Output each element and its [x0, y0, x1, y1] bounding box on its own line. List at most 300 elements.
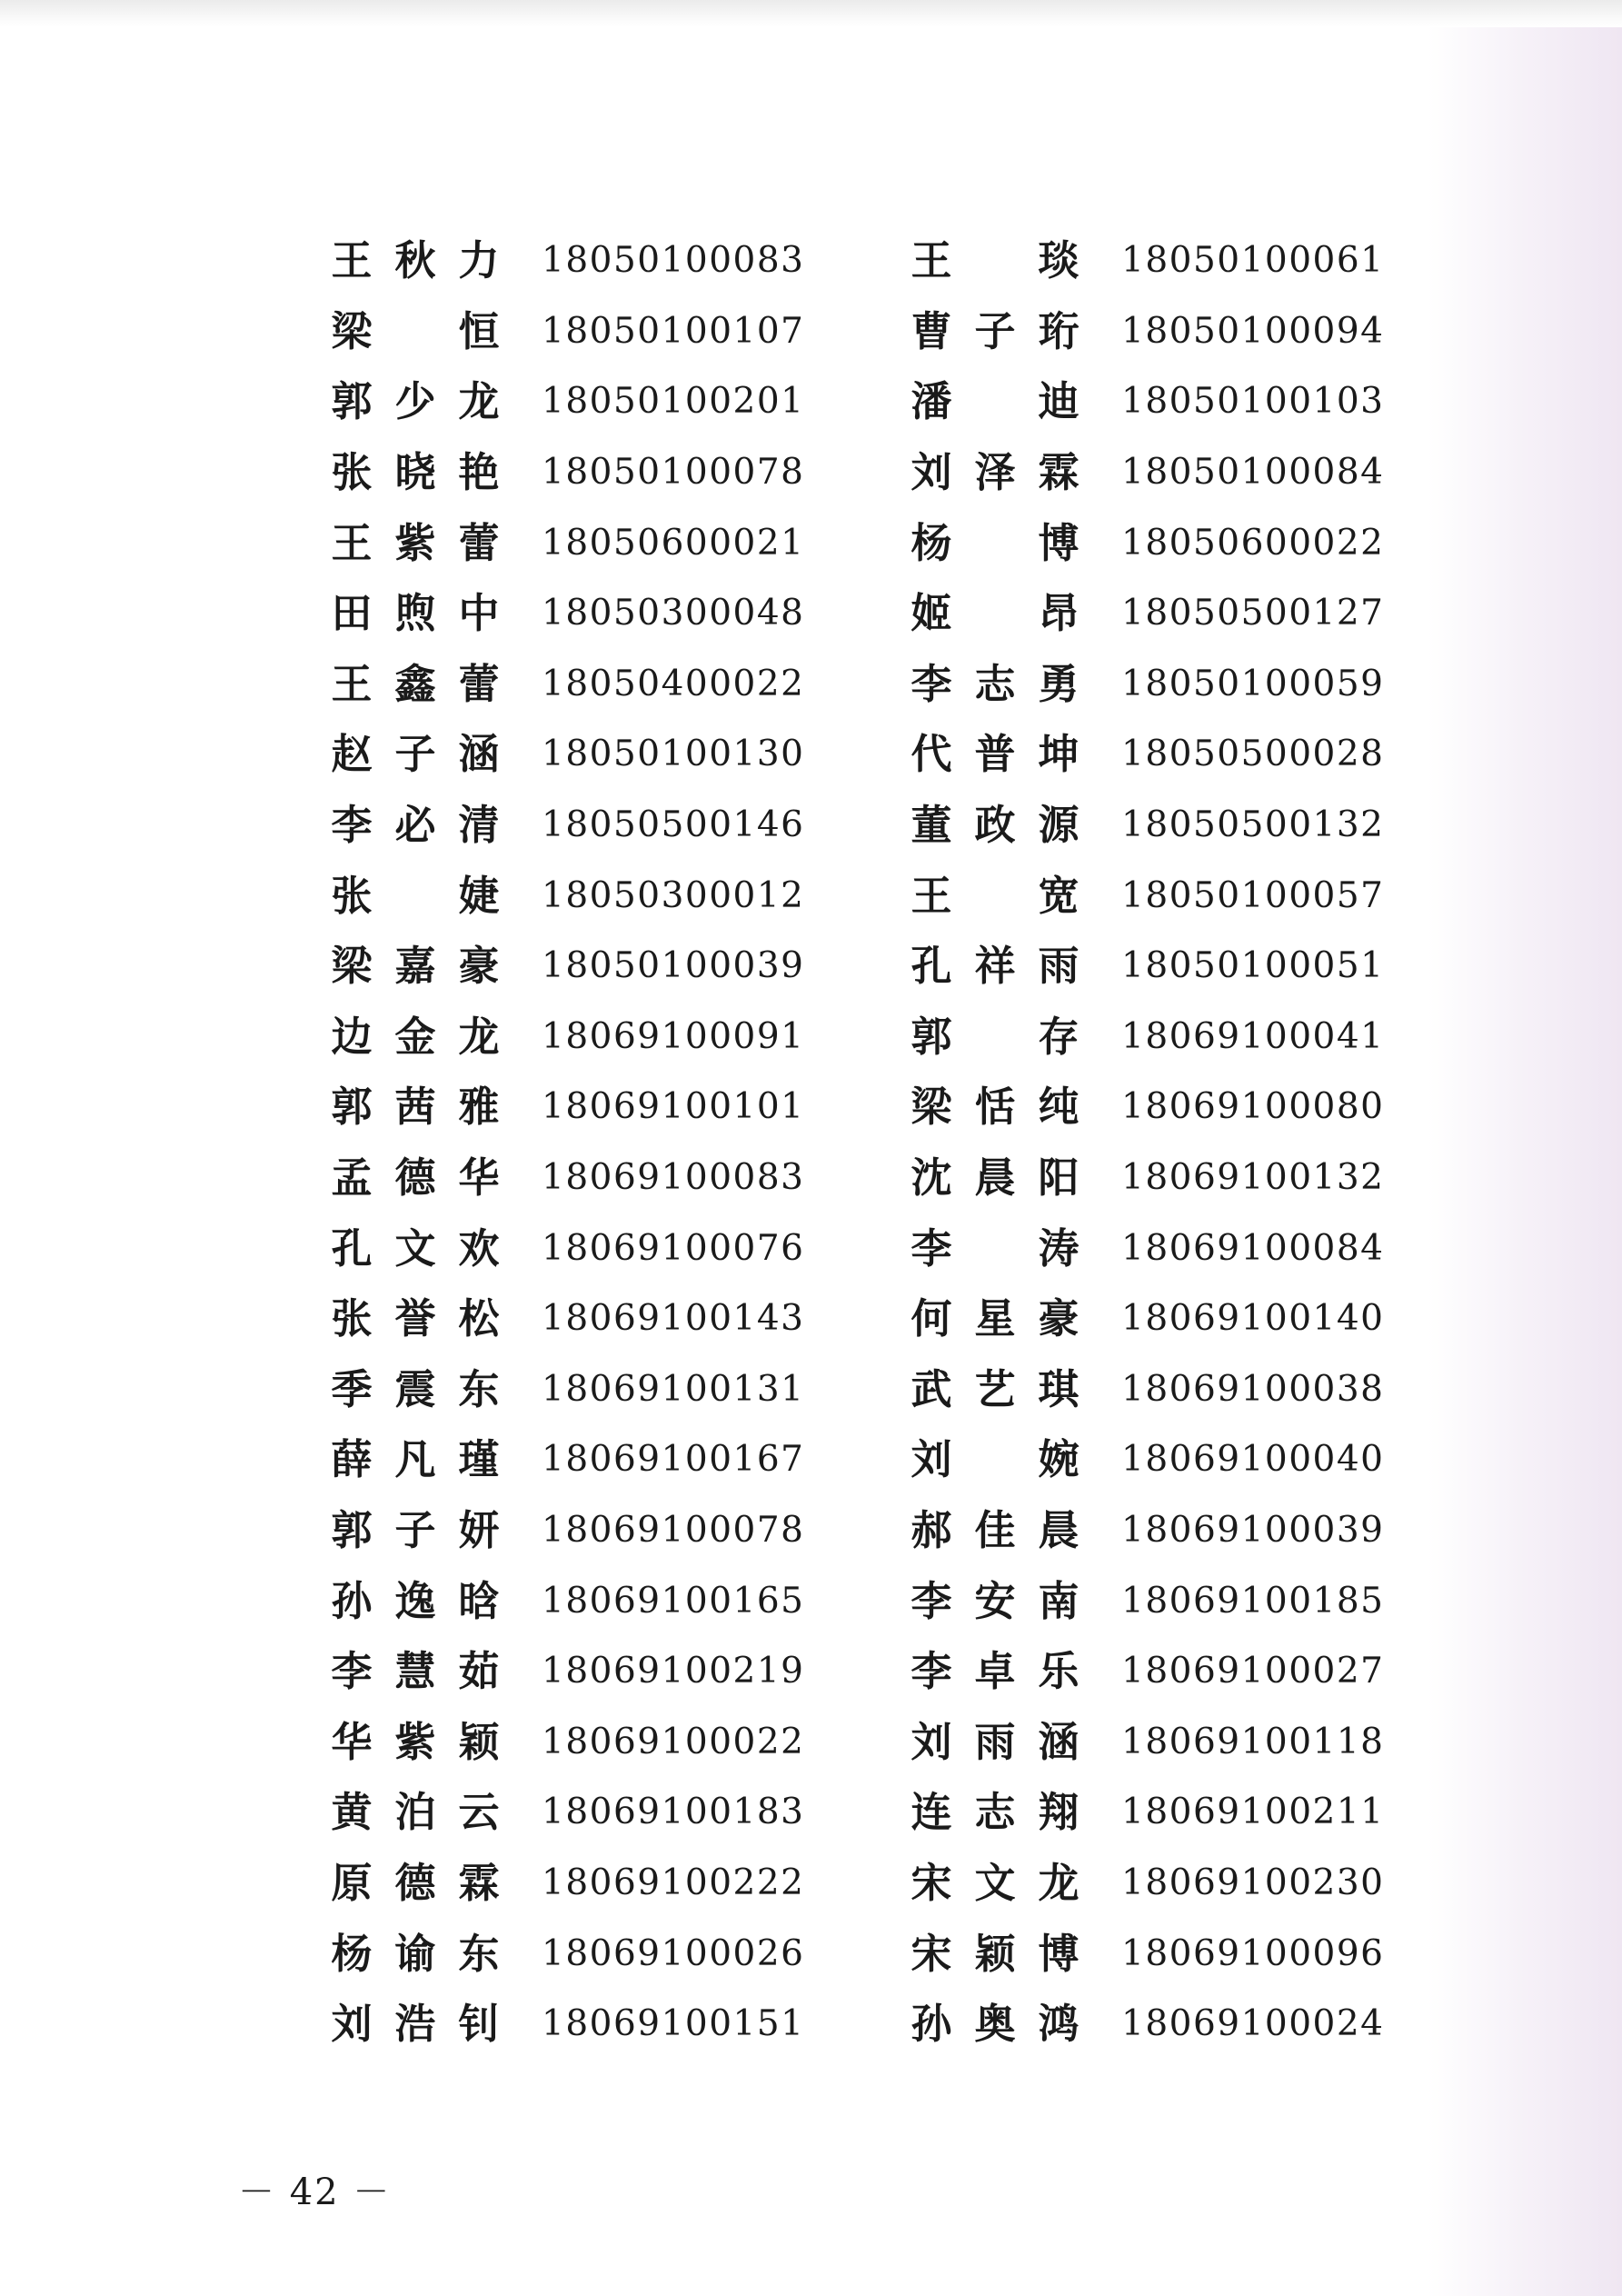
- student-name: [329, 1576, 502, 1625]
- right-name-column: [909, 225, 1384, 2059]
- name-character: 霖: [458, 1858, 500, 1907]
- student-id: 18050600021: [542, 522, 805, 564]
- name-character: 少: [394, 377, 436, 426]
- name-character: 东: [458, 1364, 500, 1413]
- student-id: 18069100084: [1121, 1227, 1385, 1269]
- student-id: 18050100051: [1121, 945, 1385, 987]
- name-character: 李: [911, 1223, 952, 1273]
- name-character: 李: [911, 1647, 952, 1696]
- student-name: [909, 801, 1081, 850]
- name-character: 涵: [458, 730, 500, 779]
- student-id: 18069100076: [542, 1227, 805, 1269]
- name-character: 坤: [1038, 730, 1080, 779]
- name-character: 连: [911, 1788, 952, 1837]
- name-character: 梁: [331, 942, 373, 991]
- list-item: [909, 1706, 1384, 1777]
- student-id: 18069100151: [542, 2003, 805, 2045]
- name-character: 龙: [458, 1012, 500, 1061]
- student-id: 18050300048: [542, 593, 805, 634]
- list-item: [329, 1706, 804, 1777]
- student-id: 18050100078: [542, 452, 805, 494]
- student-id: 18069100211: [1121, 1792, 1385, 1833]
- name-character: 蕾: [458, 659, 500, 708]
- student-name: [909, 871, 1081, 920]
- list-item: [329, 719, 804, 790]
- student-id: 18069100038: [1121, 1368, 1385, 1410]
- list-item: [909, 1989, 1384, 2060]
- name-character: 孙: [331, 1576, 373, 1625]
- list-item: [329, 1002, 804, 1073]
- student-name: [909, 2000, 1081, 2049]
- student-name: [909, 306, 1081, 355]
- student-name: [329, 659, 502, 708]
- list-item: [909, 1636, 1384, 1707]
- name-character: [972, 523, 1018, 564]
- list-item: [329, 790, 804, 861]
- list-item: [329, 1354, 804, 1425]
- name-character: 豪: [1038, 1294, 1080, 1343]
- student-id: 18069100183: [542, 1792, 805, 1833]
- student-id: 18050100130: [542, 734, 805, 775]
- student-id: 18050100094: [1121, 310, 1385, 352]
- scan-edge-shadow: [0, 0, 1622, 27]
- name-character: 刘: [911, 1717, 952, 1766]
- name-character: 浩: [394, 2000, 436, 2049]
- name-character: 王: [331, 236, 373, 285]
- student-name: [329, 1223, 502, 1273]
- student-id: 18050500146: [542, 804, 805, 846]
- student-name: [329, 1364, 502, 1413]
- student-name: [329, 1505, 502, 1554]
- name-character: 刘: [911, 448, 952, 497]
- name-character: 郭: [331, 1083, 373, 1132]
- list-item: [909, 1918, 1384, 1989]
- name-character: 誉: [394, 1294, 436, 1343]
- name-character: 蕾: [458, 518, 500, 567]
- left-name-column: [329, 225, 804, 2059]
- list-item: [329, 578, 804, 649]
- name-character: 赵: [331, 730, 373, 779]
- name-character: 乐: [1038, 1647, 1080, 1696]
- name-character: 星: [974, 1294, 1016, 1343]
- list-item: [329, 1918, 804, 1989]
- list-item: [329, 507, 804, 578]
- student-id: 18069100143: [542, 1298, 805, 1340]
- name-character: 颖: [458, 1717, 500, 1766]
- name-character: 中: [458, 589, 500, 638]
- student-id: 18050500127: [1121, 593, 1385, 634]
- student-name: [329, 306, 502, 355]
- name-character: 翔: [1038, 1788, 1080, 1837]
- student-name: [329, 1929, 502, 1978]
- list-item: [909, 225, 1384, 296]
- name-character: 孔: [331, 1223, 373, 1273]
- student-name: [909, 518, 1081, 567]
- name-character: [393, 311, 438, 352]
- name-character: 紫: [394, 518, 436, 567]
- name-character: 雅: [458, 1083, 500, 1132]
- student-name: [329, 518, 502, 567]
- name-character: 李: [331, 801, 373, 850]
- list-item: [329, 1777, 804, 1848]
- list-item: [329, 860, 804, 931]
- student-id: 18069100165: [542, 1580, 805, 1622]
- student-id: 18069100132: [1121, 1157, 1385, 1199]
- list-item: [909, 1848, 1384, 1919]
- name-character: 金: [394, 1012, 436, 1061]
- name-character: 勇: [1038, 659, 1080, 708]
- list-item: [329, 1424, 804, 1495]
- name-character: 王: [331, 518, 373, 567]
- student-name: [329, 730, 502, 779]
- student-name: [329, 942, 502, 991]
- student-id: 18050100057: [1121, 874, 1385, 916]
- name-character: 阳: [1038, 1153, 1080, 1203]
- list-item: [909, 1002, 1384, 1073]
- student-id: 18069100083: [542, 1157, 805, 1199]
- name-character: [972, 875, 1018, 916]
- name-character: 季: [331, 1364, 373, 1413]
- student-id: 18050400022: [542, 663, 805, 704]
- student-name: [909, 1223, 1081, 1273]
- list-item: [329, 1565, 804, 1636]
- name-character: 郝: [911, 1505, 952, 1554]
- name-character: 妍: [458, 1505, 500, 1554]
- student-name: [329, 1012, 502, 1061]
- student-id: 18069100118: [1121, 1721, 1385, 1762]
- student-name: [909, 1858, 1081, 1907]
- name-character: 茹: [458, 1647, 500, 1696]
- name-character: 张: [331, 1294, 373, 1343]
- name-character: 原: [331, 1858, 373, 1907]
- student-name: [329, 1788, 502, 1837]
- student-name: [909, 1505, 1081, 1554]
- name-character: 涵: [1038, 1717, 1080, 1766]
- name-character: 存: [1038, 1012, 1080, 1061]
- list-item: [909, 1424, 1384, 1495]
- name-character: 姬: [911, 589, 952, 638]
- name-character: 杨: [911, 518, 952, 567]
- name-character: 力: [458, 236, 500, 285]
- student-name: [909, 1083, 1081, 1132]
- student-id: 18050100061: [1121, 240, 1385, 282]
- student-id: 18050600022: [1121, 522, 1385, 564]
- student-name: [329, 871, 502, 920]
- name-character: 雨: [1038, 942, 1080, 991]
- list-item: [909, 1354, 1384, 1425]
- name-character: 梁: [331, 306, 373, 355]
- name-character: 欢: [458, 1223, 500, 1273]
- list-item: [329, 437, 804, 508]
- student-id: 18050100103: [1121, 381, 1385, 423]
- name-character: 紫: [394, 1717, 436, 1766]
- name-character: 武: [911, 1364, 952, 1413]
- name-character: 志: [974, 1788, 1016, 1837]
- student-id: 18050100201: [542, 381, 805, 423]
- student-name: [329, 589, 502, 638]
- name-character: 秋: [394, 236, 436, 285]
- student-id: 18069100041: [1121, 1015, 1385, 1057]
- student-id: 18069100096: [1121, 1932, 1385, 1974]
- name-character: 泽: [974, 448, 1016, 497]
- student-id: 18050500132: [1121, 804, 1385, 846]
- student-id: 18069100230: [1121, 1862, 1385, 1903]
- name-character: 清: [458, 801, 500, 850]
- list-item: [909, 1072, 1384, 1143]
- name-character: 沈: [911, 1153, 952, 1203]
- name-character: 煦: [394, 589, 436, 638]
- name-character: 艺: [974, 1364, 1016, 1413]
- student-id: 18069100185: [1121, 1580, 1385, 1622]
- name-character: 李: [911, 659, 952, 708]
- student-name: [909, 1435, 1081, 1484]
- name-character: 泊: [394, 1788, 436, 1837]
- student-name: [909, 1364, 1081, 1413]
- student-name: [909, 659, 1081, 708]
- student-name: [329, 1083, 502, 1132]
- name-character: 子: [394, 1505, 436, 1554]
- student-name: [909, 942, 1081, 991]
- list-item: [329, 366, 804, 437]
- student-name: [329, 1153, 502, 1203]
- name-character: 佳: [974, 1505, 1016, 1554]
- name-character: 孔: [911, 942, 952, 991]
- name-character: 张: [331, 448, 373, 497]
- name-character: 豪: [458, 942, 500, 991]
- student-name: [909, 1294, 1081, 1343]
- name-character: 博: [1038, 1929, 1080, 1978]
- name-character: 王: [911, 871, 952, 920]
- student-name: [909, 1929, 1081, 1978]
- list-item: [329, 1636, 804, 1707]
- name-character: 松: [458, 1294, 500, 1343]
- name-character: 刘: [331, 2000, 373, 2049]
- name-character: [972, 1439, 1018, 1480]
- name-character: 宽: [1038, 871, 1080, 920]
- name-character: [972, 1016, 1018, 1057]
- name-character: 必: [394, 801, 436, 850]
- name-character: [972, 381, 1018, 422]
- name-character: 郭: [331, 377, 373, 426]
- student-name: [909, 1788, 1081, 1837]
- name-character: 龙: [1038, 1858, 1080, 1907]
- name-character: 王: [331, 659, 373, 708]
- name-character: 奥: [974, 2000, 1016, 2049]
- name-character: 普: [974, 730, 1016, 779]
- name-character: 艳: [458, 448, 500, 497]
- name-character: 孟: [331, 1153, 373, 1203]
- name-character: 纯: [1038, 1083, 1080, 1132]
- list-item: [329, 1283, 804, 1354]
- list-item: [329, 1213, 804, 1283]
- student-name: [329, 1294, 502, 1343]
- name-character: 文: [974, 1858, 1016, 1907]
- list-item: [909, 931, 1384, 1002]
- name-character: 涛: [1038, 1223, 1080, 1273]
- student-name: [329, 1717, 502, 1766]
- list-item: [909, 296, 1384, 367]
- student-id: 18069100027: [1121, 1651, 1385, 1692]
- student-id: 18069100091: [542, 1015, 805, 1057]
- student-id: 18069100022: [542, 1721, 805, 1762]
- name-character: 云: [458, 1788, 500, 1837]
- name-character: 李: [911, 1576, 952, 1625]
- student-name: [909, 1717, 1081, 1766]
- list-item: [909, 507, 1384, 578]
- list-item: [329, 225, 804, 296]
- name-character: 晓: [394, 448, 436, 497]
- student-name: [329, 448, 502, 497]
- list-item: [909, 1213, 1384, 1283]
- list-item: [909, 1777, 1384, 1848]
- name-character: 南: [1038, 1576, 1080, 1625]
- page-number: － 42 －: [238, 2171, 392, 2213]
- student-name: [329, 2000, 502, 2049]
- name-character: 琰: [1038, 236, 1080, 285]
- name-character: [972, 1228, 1018, 1269]
- name-character: 震: [394, 1364, 436, 1413]
- student-name: [909, 730, 1081, 779]
- student-id: 18069100101: [542, 1086, 805, 1128]
- list-item: [909, 1283, 1384, 1354]
- list-item: [329, 1848, 804, 1919]
- name-character: [972, 240, 1018, 281]
- name-character: 郭: [331, 1505, 373, 1554]
- name-character: 孙: [911, 2000, 952, 2049]
- list-item: [909, 1143, 1384, 1213]
- student-id: 18069100040: [1121, 1439, 1385, 1481]
- name-character: 政: [974, 801, 1016, 850]
- name-character: 安: [974, 1576, 1016, 1625]
- student-id: 18069100167: [542, 1439, 805, 1481]
- list-item: [909, 437, 1384, 508]
- name-character: 瑾: [458, 1435, 500, 1484]
- name-character: 宋: [911, 1858, 952, 1907]
- student-id: 18069100222: [542, 1862, 805, 1903]
- name-character: 琪: [1038, 1364, 1080, 1413]
- name-character: [972, 593, 1018, 634]
- name-character: 张: [331, 871, 373, 920]
- list-item: [909, 1495, 1384, 1566]
- list-item: [909, 860, 1384, 931]
- student-id: 18050100039: [542, 945, 805, 987]
- name-character: 雨: [974, 1717, 1016, 1766]
- name-character: 钊: [458, 2000, 500, 2049]
- student-name: [329, 1858, 502, 1907]
- name-character: 代: [911, 730, 952, 779]
- student-name: [909, 448, 1081, 497]
- student-id: 18069100140: [1121, 1298, 1385, 1340]
- name-character: 田: [331, 589, 373, 638]
- name-character: 宋: [911, 1929, 952, 1978]
- name-character: 曹: [911, 306, 952, 355]
- name-character: 薛: [331, 1435, 373, 1484]
- name-character: 颖: [974, 1929, 1016, 1978]
- name-character: 子: [394, 730, 436, 779]
- list-item: [909, 719, 1384, 790]
- list-item: [329, 1989, 804, 2060]
- student-name: [909, 1576, 1081, 1625]
- list-item: [909, 649, 1384, 720]
- list-item: [329, 1495, 804, 1566]
- name-character: 子: [974, 306, 1016, 355]
- list-item: [329, 1143, 804, 1213]
- student-name: [329, 236, 502, 285]
- student-id: 18069100219: [542, 1651, 805, 1692]
- student-id: 18069100024: [1121, 2003, 1385, 2045]
- list-item: [909, 366, 1384, 437]
- student-name: [329, 1647, 502, 1696]
- student-name: [329, 377, 502, 426]
- name-character: 迪: [1038, 377, 1080, 426]
- student-id: 18069100078: [542, 1509, 805, 1551]
- list-item: [909, 578, 1384, 649]
- student-name: [329, 801, 502, 850]
- name-character: 珩: [1038, 306, 1080, 355]
- name-character: 恒: [458, 306, 500, 355]
- name-character: 源: [1038, 801, 1080, 850]
- student-name: [909, 589, 1081, 638]
- student-id: 18050100083: [542, 240, 805, 282]
- name-character: 卓: [974, 1647, 1016, 1696]
- student-name: [909, 1153, 1081, 1203]
- name-character: 德: [394, 1153, 436, 1203]
- student-id: 18069100080: [1121, 1086, 1385, 1128]
- list-item: [909, 790, 1384, 861]
- student-id: 18069100131: [542, 1368, 805, 1410]
- student-id: 18069100026: [542, 1932, 805, 1974]
- name-character: 凡: [394, 1435, 436, 1484]
- student-id: 18069100039: [1121, 1509, 1385, 1551]
- student-id: 18050100084: [1121, 452, 1385, 494]
- name-character: 杨: [331, 1929, 373, 1978]
- name-character: 鸿: [1038, 2000, 1080, 2049]
- student-name: [909, 236, 1081, 285]
- name-character: 何: [911, 1294, 952, 1343]
- name-character: 德: [394, 1858, 436, 1907]
- student-name: [909, 1647, 1081, 1696]
- list-item: [329, 1072, 804, 1143]
- name-character: 志: [974, 659, 1016, 708]
- student-name: [909, 1012, 1081, 1061]
- name-character: 华: [331, 1717, 373, 1766]
- name-character: 边: [331, 1012, 373, 1061]
- name-character: 梁: [911, 1083, 952, 1132]
- name-character: 博: [1038, 518, 1080, 567]
- name-character: 黄: [331, 1788, 373, 1837]
- name-character: 婕: [458, 871, 500, 920]
- name-character: 晗: [458, 1576, 500, 1625]
- name-character: 王: [911, 236, 952, 285]
- name-character: [393, 875, 438, 916]
- name-character: 恬: [974, 1083, 1016, 1132]
- name-character: 潘: [911, 377, 952, 426]
- name-character: 嘉: [394, 942, 436, 991]
- student-id: 18050300012: [542, 874, 805, 916]
- name-character: 祥: [974, 942, 1016, 991]
- list-item: [909, 1565, 1384, 1636]
- name-character: 谕: [394, 1929, 436, 1978]
- name-character: 华: [458, 1153, 500, 1203]
- list-item: [329, 931, 804, 1002]
- name-character: 董: [911, 801, 952, 850]
- name-character: 晨: [1038, 1505, 1080, 1554]
- name-character: 东: [458, 1929, 500, 1978]
- name-character: 文: [394, 1223, 436, 1273]
- name-character: 逸: [394, 1576, 436, 1625]
- name-character: 龙: [458, 377, 500, 426]
- name-character: 刘: [911, 1435, 952, 1484]
